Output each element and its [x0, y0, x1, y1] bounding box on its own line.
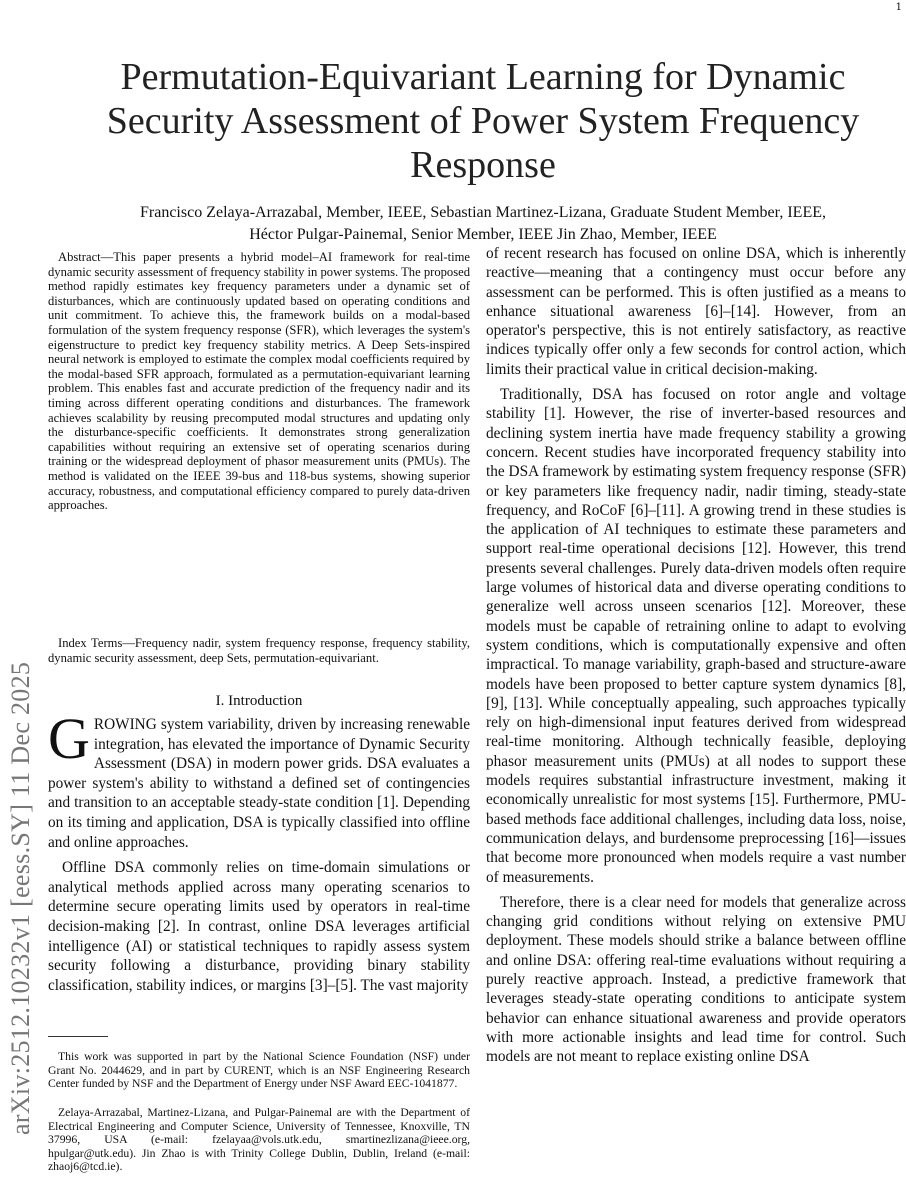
author-line-1: Francisco Zelaya-Arrazabal, Member, IEEE, Sebastian Martinez-Lizana, Graduate Student Member, IEEE,	[140, 204, 826, 221]
right-column	[486, 244, 906, 1066]
intro-paragraph-2: Offline DSA commonly relies on time-domain simulations or analytical methods applied across many operating scenarios to determine secure operating limits used by operators in real-time decision-making [2]. In contrast, online DSA leverages artificial intelligence (AI) or statistical techniques to rapidly assess system security following a disturbance, providing binary stability classification, stability indices, or margins [3]–[5]. The vast majority	[48, 859, 470, 994]
footnote-rule	[48, 1036, 108, 1037]
arxiv-stamp: arXiv:2512.10232v1 [eess.SY] 11 Dec 2025	[6, 661, 35, 1135]
intro-text	[48, 706, 470, 995]
right-paragraph-2: Traditionally, DSA has focused on rotor angle and voltage stability [1]. However, the rise of inverter-based resources and declining system inertia have made frequency stability a growing concern. Recent studies have incorporated frequency stability into the DSA framework by estimating system frequency response (SFR) or key parameters like frequency nadir, nadir timing, steady-state frequency, and RoCoF [6]–[11]. A growing trend in these studies is the application of AI techniques to estimate these parameters and support real-time operational decisions [12]. However, this trend presents several challenges. Purely data-driven models often require large volumes of historical data and diverse operating conditions to generalize well across unseen scenarios [12]. Moreover, these models must be capable of retraining online to adapt to evolving system conditions, which is computationally expensive and often impractical. To manage variability, graph-based and structure-aware models have been proposed to better capture system dynamics [8], [9], [13]. While conceptually appealing, such approaches typically rely on high-dimensional input features derived from widespread real-time monitoring. Although technically feasible, deploying phasor measurement units (PMUs) at all nodes to support these models requires substantial infrastructure investment, making it economically unrealistic for most systems [15]. Furthermore, PMU-based methods face additional challenges, including data loss, noise, communication delays, and burdensome preprocessing [16]—issues that become more pronounced when models require a vast number of measurements.	[486, 386, 906, 886]
abstract: Abstract—This paper presents a hybrid model–AI framework for real-time dynamic security assessment of frequency stability in power systems. The proposed method rapidly estimates key frequency parameters under a dynamic set of disturbances, which are continuously updated based on operating conditions and unit commitment. To achieve this, the framework builds on a modal-based formulation of the system frequency response (SFR), which leverages the system's eigenstructure to predict key frequency stability metrics. A Deep Sets-inspired neural network is employed to estimate the complex modal coefficients required by the modal-based SFR approach, formulated as a permutation-equivariant learning problem. This enables fast and accurate prediction of the frequency nadir and its timing across different operating conditions and disturbances. The framework achieves scalability by reusing precomputed modal structures and updating only the disturbance-specific coefficients. It demonstrates strong generalization capabilities without requiring an extensive set of operating scenarios during training or the widespread deployment of phasor measurement units (PMUs). The method is validated on the IEEE 39-bus and 118-bus systems, showing superior accuracy, robustness, and computational efficiency compared to purely data-driven approaches.	[48, 250, 470, 513]
author-list	[48, 202, 906, 246]
right-paragraph-3: Therefore, there is a clear need for models that generalize across changing grid conditions without relying on extensive PMU deployment. These models should strike a balance between offline and online DSA: offering real-time evaluations without requiring a purely reactive approach. Instead, a predictive framework that leverages steady-state operating conditions to anticipate system behavior can enhance situational awareness and provide operators with more actionable insights and lead time for control. Such models are not meant to replace existing online DSA	[486, 893, 906, 1066]
section-heading: I. Introduction	[215, 693, 303, 709]
footnote-affiliations: Zelaya-Arrazabal, Martinez-Lizana, and Pulgar-Painemal are with the Department of Electrical Engineering and Computer Science, University of Tennessee, Knoxville, TN 37996, USA (e-mail: fzelayaa@vols.utk.edu, smartinezlizana@ieee.org, hpulgar@utk.edu). Jin Zhao is with Trinity College Dublin, Dublin, Ireland (e-mail: zhaoj6@tcd.ie).	[48, 1106, 470, 1174]
paper-title: Permutation-Equivariant Learning for Dynamic Security Assessment of Power System Frequency Response	[106, 56, 860, 186]
intro-paragraph-1	[48, 706, 470, 852]
page-number: 1	[895, 2, 902, 13]
intro-paragraph-1-text: ROWING system variability, driven by increasing renewable integration, has elevated the importance of Dynamic Security Assessment (DSA) in modern power grids. DSA evaluates a power system's ability to withstand a defined set of contingencies and transition to an acceptable steady-state condition [1]. Depending on its timing and application, DSA is typically classified into offline and online approaches.	[48, 716, 470, 851]
author-line-2: Héctor Pulgar-Painemal, Senior Member, IEEE Jin Zhao, Member, IEEE	[249, 226, 717, 243]
index-terms: Index Terms—Frequency nadir, system frequency response, frequency stability, dynamic security assessment, deep Sets, permutation-equivariant.	[48, 636, 470, 665]
drop-cap: G	[48, 706, 90, 771]
right-paragraph-1: of recent research has focused on online DSA, which is inherently reactive—meaning that a contingency must occur before any assessment can be performed. This is often justified as a means to enhance situational awareness [6]–[14]. However, from an operator's perspective, this is not entirely satisfactory, as reactive indices typically offer only a few seconds for control action, which limits their practical value in critical decision-making.	[486, 245, 906, 378]
footnote-funding: This work was supported in part by the National Science Foundation (NSF) under Grant No. 2044629, and in part by CURENT, which is an NSF Engineering Research Center funded by NSF and the Department of Energy under NSF Award EEC-1041877.	[48, 1050, 470, 1091]
